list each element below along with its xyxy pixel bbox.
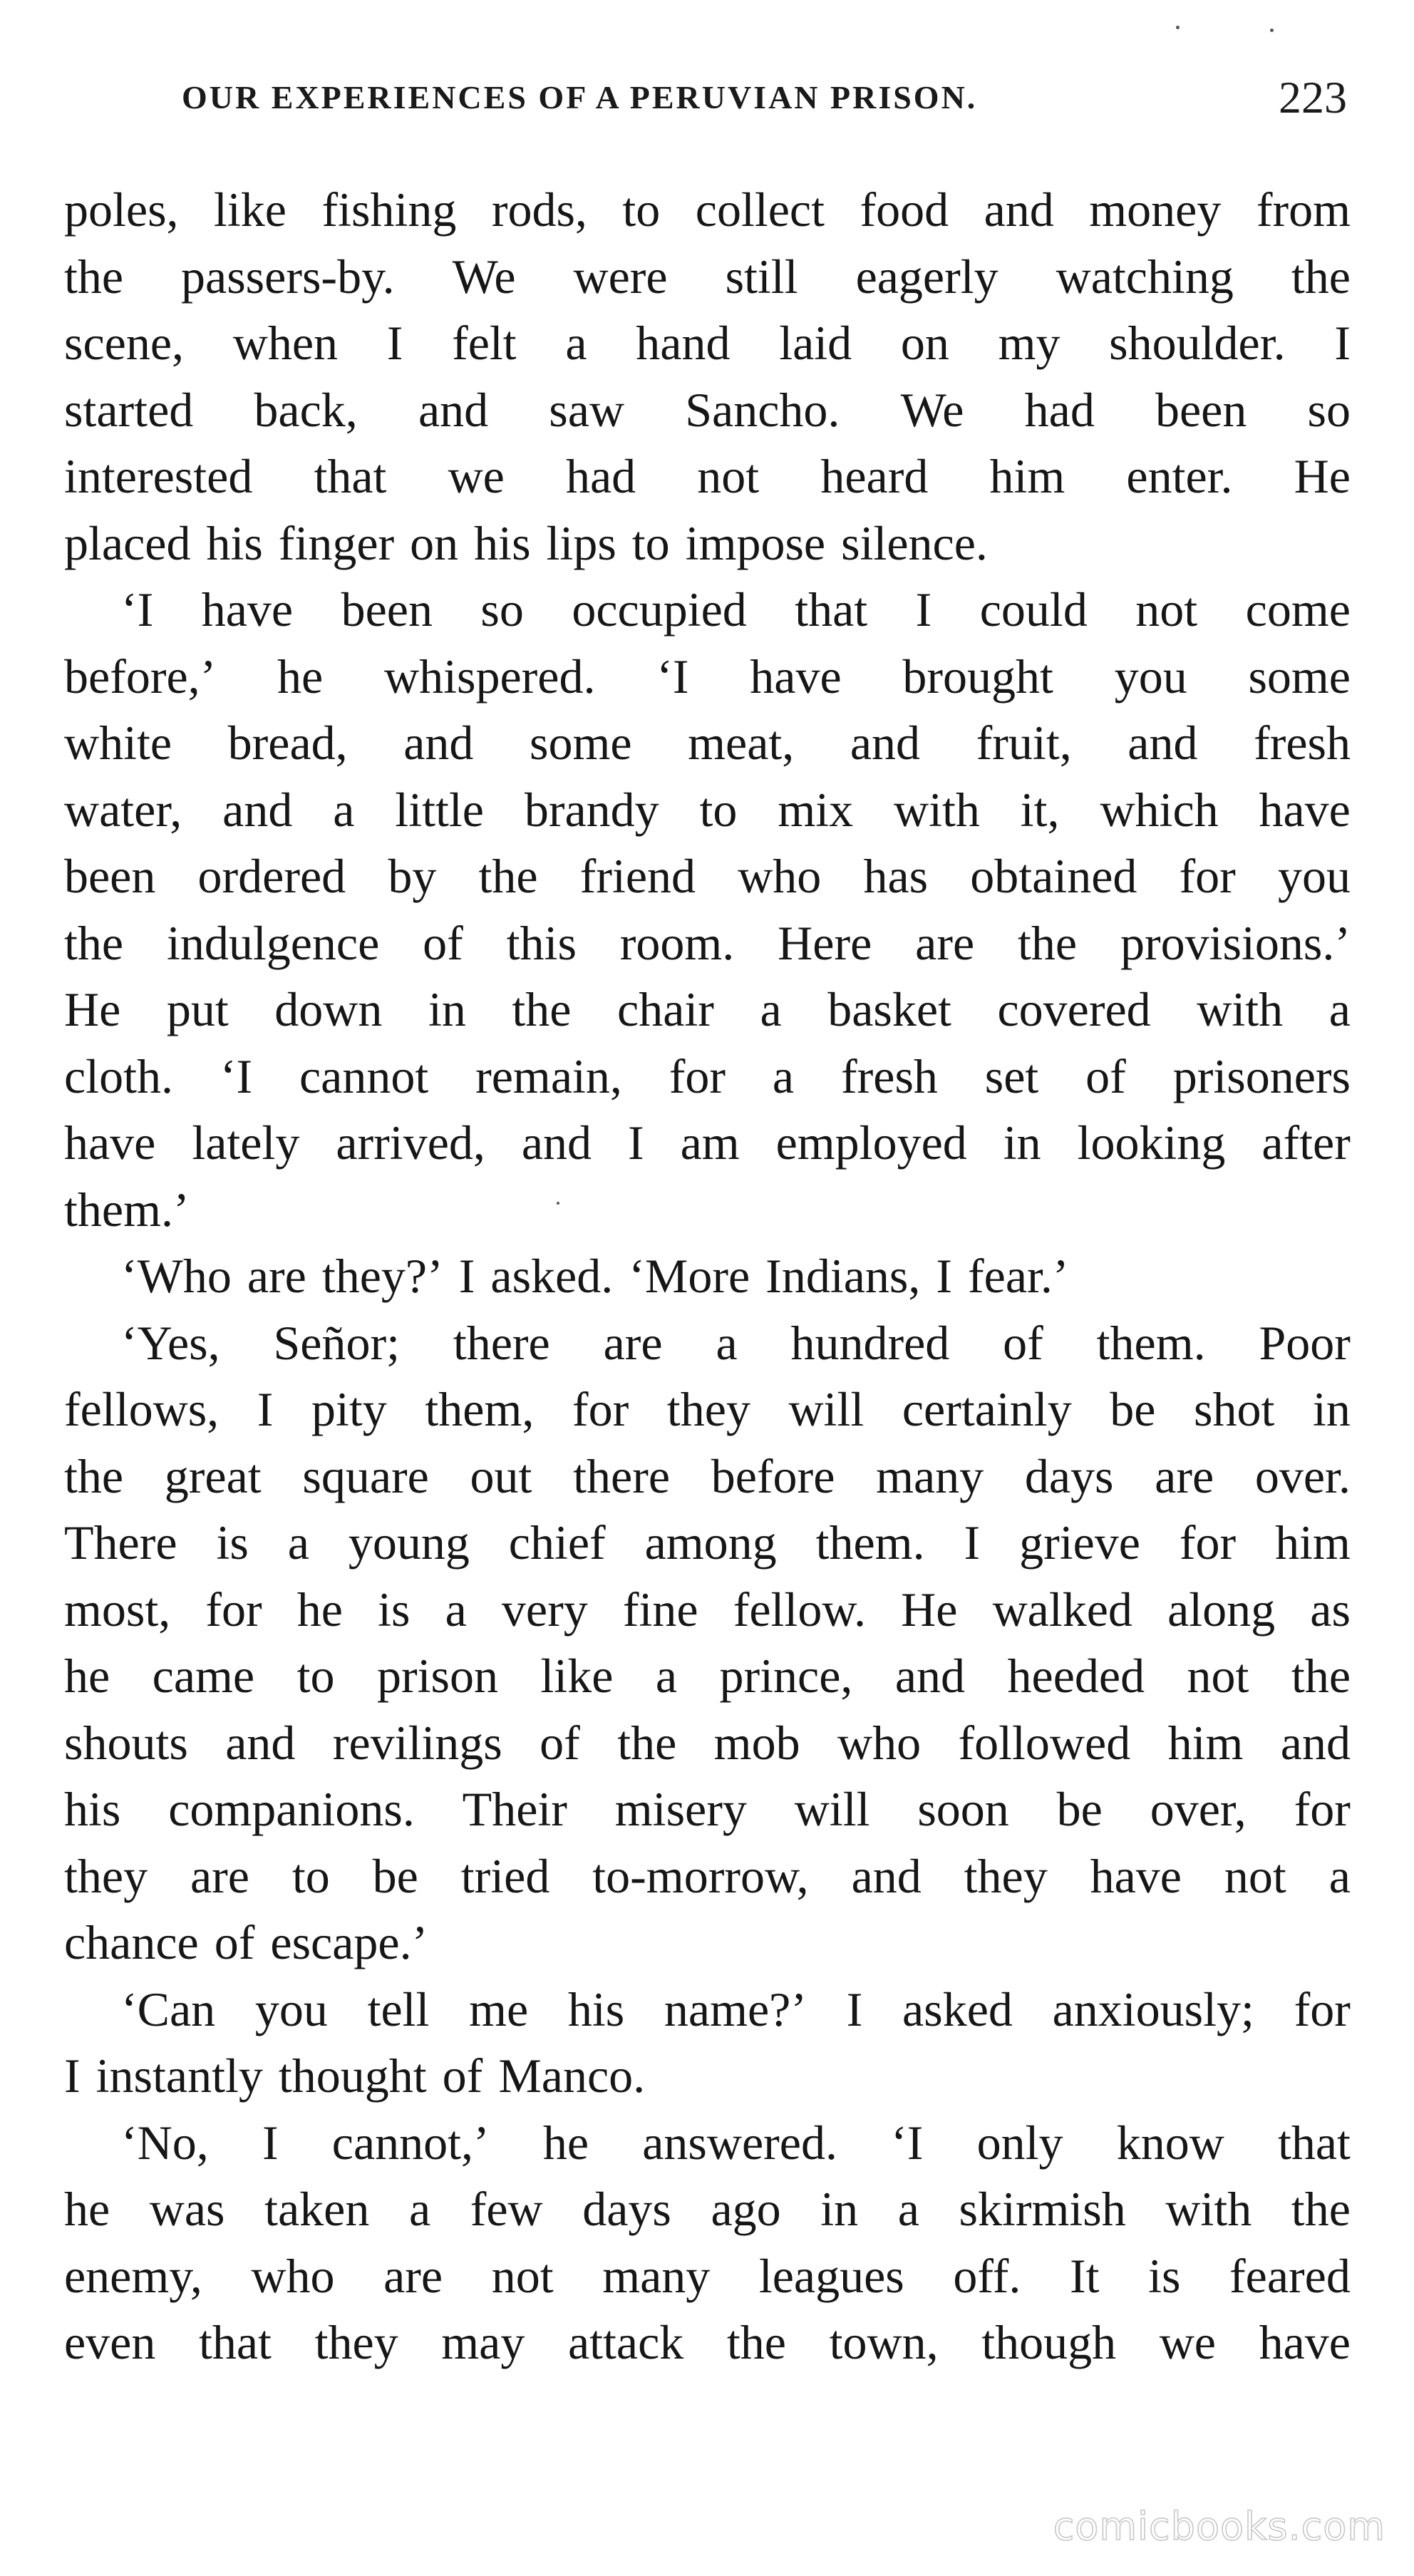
text-line: He put down in the chair a basket covered with a xyxy=(64,982,1351,1036)
body-text xyxy=(64,177,1351,2376)
text-line: ‘No, I cannot,’ he answered. ‘I only know that xyxy=(121,2115,1351,2170)
text-line: ‘Yes, Señor; there are a hundred of them. Poor xyxy=(121,1315,1351,1370)
text-line: placed his finger on his lips to impose silence. xyxy=(64,515,988,570)
text-line: There is a young chief among them. I grieve for him xyxy=(64,1515,1351,1570)
text-line: ‘Who are they?’ I asked. ‘More Indians, I fear.’ xyxy=(121,1249,1069,1303)
ink-speck xyxy=(1270,29,1274,32)
text-line: fellows, I pity them, for they will certainly be shot in xyxy=(64,1382,1351,1436)
text-line: white bread, and some meat, and fruit, and fresh xyxy=(64,716,1351,770)
text-line: even that they may attack the town, though we have xyxy=(64,2315,1351,2369)
text-line: before,’ he whispered. ‘I have brought you some xyxy=(64,649,1351,704)
text-line: the passers-by. We were still eagerly watching the xyxy=(64,249,1351,304)
text-line: he was taken a few days ago in a skirmish with the xyxy=(64,2182,1351,2236)
text-line: been ordered by the friend who has obtained for you xyxy=(64,849,1351,903)
text-line: ‘Can you tell me his name?’ I asked anxiously; for xyxy=(121,1982,1351,2036)
text-line: ‘I have been so occupied that I could not come xyxy=(121,582,1351,637)
text-line: the indulgence of this room. Here are the provisions.’ xyxy=(64,915,1351,970)
text-line: chance of escape.’ xyxy=(64,1915,428,1969)
text-line: poles, like fishing rods, to collect food and money from xyxy=(64,182,1351,237)
text-line: them.’ xyxy=(64,1182,190,1237)
text-line: enemy, who are not many leagues off. It is feared xyxy=(64,2248,1351,2303)
page-number: 223 xyxy=(1279,72,1347,123)
text-line: scene, when I felt a hand laid on my shoulder. I xyxy=(64,316,1351,370)
text-line: his companions. Their misery will soon be over, for xyxy=(64,1782,1351,1836)
running-head xyxy=(68,71,1347,128)
text-line: water, and a little brandy to mix with it, which have xyxy=(64,782,1351,837)
text-line: most, for he is a very fine fellow. He walked along as xyxy=(64,1582,1351,1637)
text-line: the great square out there before many days are over. xyxy=(64,1448,1351,1503)
text-line: they are to be tried to-morrow, and they have not a xyxy=(64,1848,1351,1903)
text-line: I instantly thought of Manco. xyxy=(64,2049,646,2103)
ink-speck xyxy=(1176,26,1180,29)
watermark-logo: comicbooks.com xyxy=(1053,2504,1385,2549)
running-title: OUR EXPERIENCES OF A PERUVIAN PRISON. xyxy=(182,79,978,115)
text-line: cloth. ‘I cannot remain, for a fresh set of prisoners xyxy=(64,1049,1351,1103)
text-line: shouts and revilings of the mob who followed him and xyxy=(64,1715,1351,1770)
text-line: he came to prison like a prince, and heeded not the xyxy=(64,1649,1351,1703)
text-line: started back, and saw Sancho. We had been so xyxy=(64,382,1351,437)
text-line: have lately arrived, and I am employed in looking after xyxy=(64,1116,1351,1170)
text-line: interested that we had not heard him enter. He xyxy=(64,449,1351,503)
